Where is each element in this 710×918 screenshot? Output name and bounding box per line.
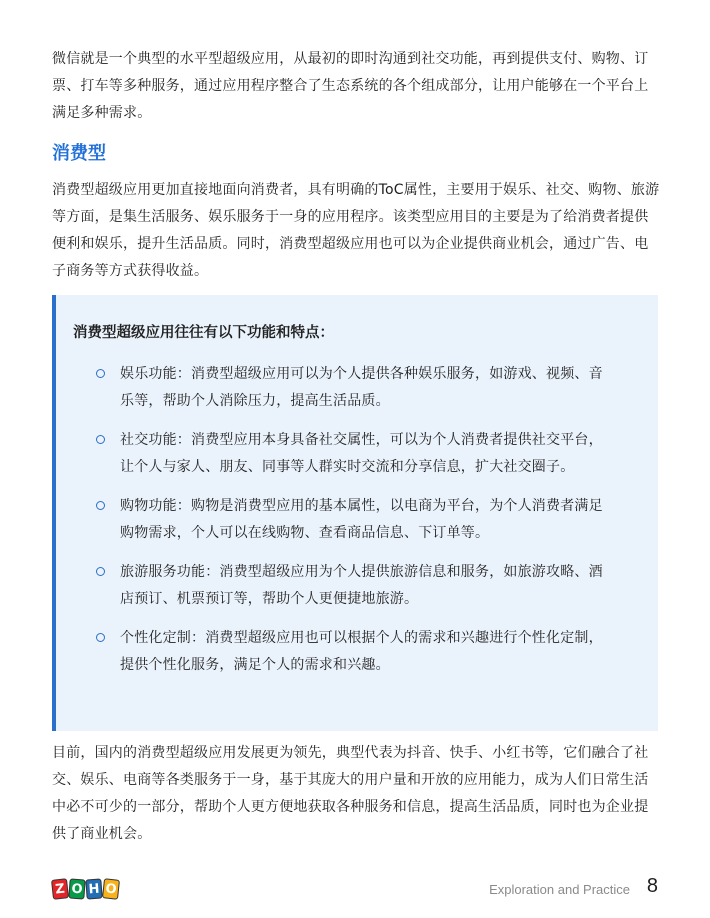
feature-list <box>96 361 616 691</box>
section-heading: 消费型 <box>52 143 106 164</box>
logo-letter-tile: O <box>68 878 85 899</box>
intro-paragraph: 微信就是一个典型的水平型超级应用，从最初的即时沟通到社交功能，再到提供支付、购物、订票、打车等多种服务，通过应用程序整合了生态系统的各个组成部分，让用户能够在一个平台上满足多种需求。 <box>52 51 649 121</box>
circle-bullet-icon <box>96 501 105 510</box>
list-item <box>96 361 616 415</box>
list-item <box>96 427 616 481</box>
logo-letter-tile: H <box>85 878 102 899</box>
zoho-logo <box>52 879 120 901</box>
list-item-text: 旅游服务功能：消费型超级应用为个人提供旅游信息和服务，如旅游攻略、酒店预订、机票预订等，帮助个人更便捷地旅游。 <box>120 564 603 607</box>
feature-callout-box <box>52 295 658 731</box>
list-item <box>96 493 616 547</box>
circle-bullet-icon <box>96 435 105 444</box>
consumer-paragraph: 消费型超级应用更加直接地面向消费者，具有明确的ToC属性，主要用于娱乐、社交、购物、旅游等方面，是集生活服务、娱乐服务于一身的应用程序。该类型应用目的主要是为了给消费者提供便利和娱乐，提升生活品质。同时，消费型超级应用也可以为企业提供商业机会，通过广告、电子商务等方式获得收益。 <box>52 182 660 279</box>
list-item-text: 社交功能：消费型应用本身具备社交属性，可以为个人消费者提供社交平台，让个人与家人、朋友、同事等人群实时交流和分享信息，扩大社交圈子。 <box>120 432 603 475</box>
page-number: 8 <box>646 875 658 897</box>
list-item-text: 购物功能：购物是消费型应用的基本属性，以电商为平台，为个人消费者满足购物需求，个人可以在线购物、查看商品信息、下订单等。 <box>120 498 603 541</box>
logo-letter-tile: O <box>102 878 120 900</box>
callout-title: 消费型超级应用往往有以下功能和特点： <box>73 325 334 341</box>
list-item-text: 娱乐功能：消费型超级应用可以为个人提供各种娱乐服务，如游戏、视频、音乐等，帮助个人消除压力，提高生活品质。 <box>120 366 603 409</box>
circle-bullet-icon <box>96 369 105 378</box>
circle-bullet-icon <box>96 633 105 642</box>
list-item-text: 个性化定制：消费型超级应用也可以根据个人的需求和兴趣进行个性化定制，提供个性化服务，满足个人的需求和兴趣。 <box>120 630 603 673</box>
list-item <box>96 559 616 613</box>
circle-bullet-icon <box>96 567 105 576</box>
footer-caption: Exploration and Practice <box>489 882 630 897</box>
logo-letter-tile: Z <box>51 878 69 900</box>
closing-paragraph: 目前，国内的消费型超级应用发展更为领先，典型代表为抖音、快手、小红书等，它们融合了社交、娱乐、电商等各类服务于一身，基于其庞大的用户量和开放的应用能力，成为人们日常生活中必不可少的一部分，帮助个人更方便地获取各种服务和信息，提高生活品质，同时也为企业提供了商业机会。 <box>52 745 649 842</box>
list-item <box>96 625 616 679</box>
